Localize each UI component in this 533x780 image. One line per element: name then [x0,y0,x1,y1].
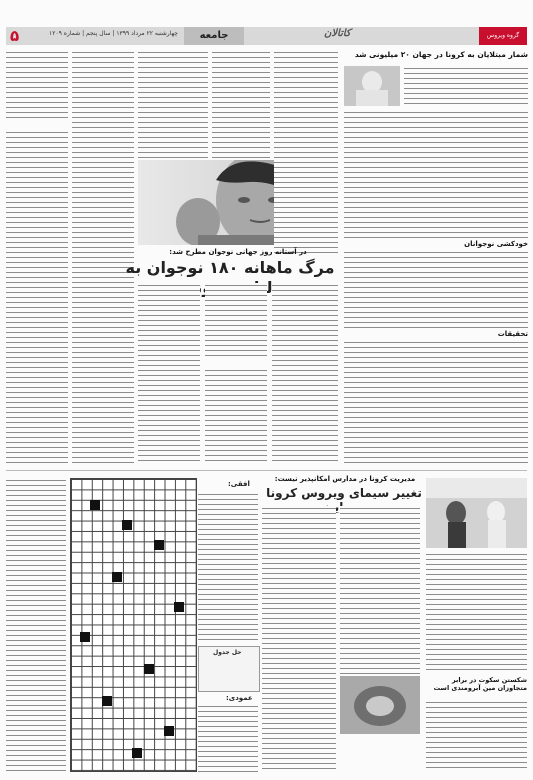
right-lead-text [404,66,528,106]
lab-photo-image [344,66,400,106]
down-clues-title: عمودی: [226,694,253,702]
category-label: کاتالان [324,28,351,39]
right-subhead-2: تحقیقات [344,330,528,339]
left-text-column-1 [6,50,68,465]
crossword-black-cell [132,748,142,758]
page-number: ۵ [10,27,20,45]
classroom-photo-image [426,478,527,548]
school-text-col-2 [340,506,420,676]
bottom-right-headline: شکستن سکوت در برابر متجاوزان مین آبرومندی است [433,676,527,692]
page-header [6,27,527,45]
section-tab-label: گروه ویروس [486,32,520,39]
school-headline: تغییر سیمای ویروس کرونا [266,486,422,500]
crossword-black-cell [112,572,122,582]
answers-title: حل جدول [213,649,242,656]
section-tab [479,27,527,45]
hands-photo-image [340,676,420,734]
across-clues-title: افقی: [228,480,250,488]
crossword-black-cell [80,632,90,642]
lab-photo [344,66,400,106]
school-kicker: مدیریت کرونا در مدارس امکانپذیر نیست: [274,475,416,483]
crossword-black-cell [174,602,184,612]
right-subhead-1: خودکشی نوجوانان [344,240,528,249]
date-line: چهارشنبه ۲۲ مرداد ۱۳۹۹ | سال پنجم | شماره ۱۲۰۹ [49,30,178,37]
crossword-grid[interactable] [70,478,197,772]
center-text-column-2 [318,70,338,71]
crossword-answer-box [198,646,260,692]
down-clues [198,704,258,772]
crossword-black-cell [102,696,112,706]
crossword-black-cell [164,726,174,736]
left-bottom-column [6,478,66,772]
main-kicker: در آستانه روز جهانی نوجوان مطرح شد: [169,248,307,256]
section-title: جامعه [184,27,244,45]
horizontal-divider [6,470,527,471]
right-headline: شمار مبتلایان به کرونا در جهان ۲۰ میلیونی شد [354,50,528,59]
crossword-black-cell [144,664,154,674]
bottom-mid-text [262,676,336,772]
hands-photo [340,676,420,734]
classroom-photo [426,478,527,548]
main-article-col-3 [272,283,338,465]
main-article-subhead [205,358,267,367]
right-text-column-1 [344,110,528,465]
main-headline: مرگ ماهانه ۱۸۰ نوجوان به [125,258,335,277]
left-subhead [6,120,68,129]
school-text-col-1 [262,506,336,676]
crossword-black-cell [154,540,164,550]
middle-text-top [138,50,208,160]
center-text-column [274,50,338,255]
crossword-black-cell [90,500,100,510]
main-article-col-1 [138,283,200,465]
across-clues [198,492,258,642]
bottom-right-text [426,700,527,772]
middle-text-top-2 [212,50,270,160]
right-bottom-text [426,552,527,672]
main-article-col-2 [205,283,267,465]
crossword-black-cell [122,520,132,530]
